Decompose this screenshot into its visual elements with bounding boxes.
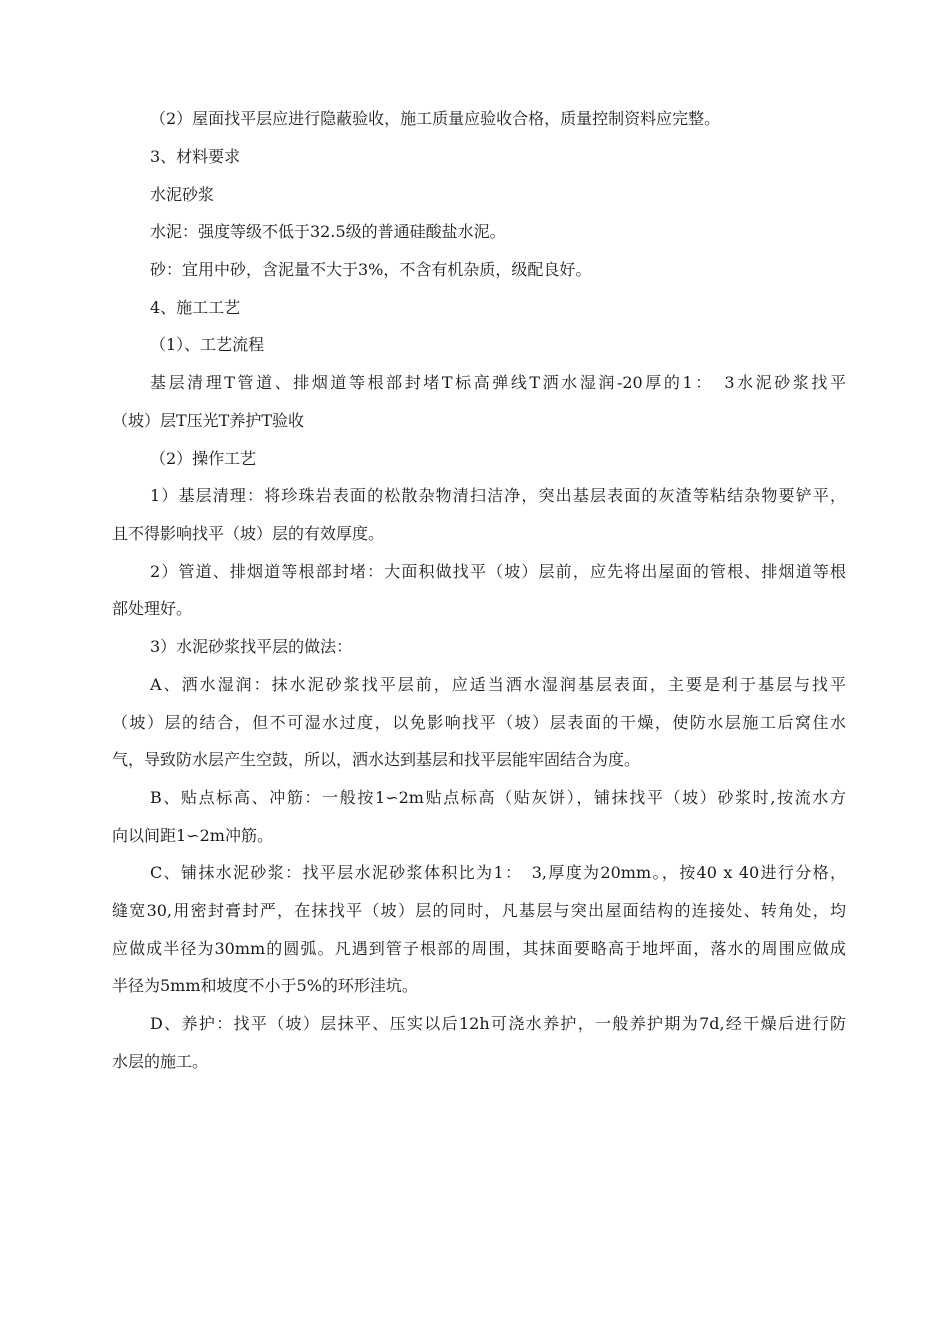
paragraph-process-flow-line-2: （坡）层T压光T养护T验收 <box>112 411 305 430</box>
heading-construction-process: 4、施工工艺 <box>150 298 241 317</box>
heading-process-flow: （1）、工艺流程 <box>150 335 265 354</box>
paragraph-wetting-line-2: （坡）层的结合，但不可湿水过度，以免影响找平（坡）层表面的干燥，使防水层施工后窝住水 <box>112 713 846 732</box>
paragraph-elevation-points-line-1: B、贴点标高、冲筋：一般按1∽2m贴点标高（贴灰饼），铺抹找平（坡）砂浆时,按流水方 <box>150 788 846 807</box>
heading-mortar-leveling-method: 3）水泥砂浆找平层的做法： <box>150 637 353 656</box>
paragraph-leveling-acceptance: （2）屋面找平层应进行隐蔽验收，施工质量应验收合格，质量控制资料应完整。 <box>150 109 721 128</box>
paragraph-curing-line-1: D、养护：找平（坡）层抹平、压实以后12h可浇水养护，一般养护期为7d,经干燥后进行防 <box>150 1014 846 1033</box>
heading-operation-process: （2）操作工艺 <box>150 449 257 468</box>
paragraph-mortar-spreading-line-1: C、铺抹水泥砂浆：找平层水泥砂浆体积比为1： 3,厚度为20mm。，按40 x 40进行分格， <box>150 863 846 882</box>
subheading-cement-mortar: 水泥砂浆 <box>150 185 215 204</box>
paragraph-curing-line-2: 水层的施工。 <box>112 1052 209 1071</box>
paragraph-mortar-spreading-line-3: 应做成半径为30mm的圆弧。凡遇到管子根部的周围，其抹面要略高于地坪面，落水的周围应做成 <box>112 939 846 958</box>
paragraph-wetting-line-1: A、洒水湿润：抹水泥砂浆找平层前，应适当洒水湿润基层表面，主要是利于基层与找平 <box>150 675 846 694</box>
paragraph-cement: 水泥：强度等级不低于32.5级的普通硅酸盐水泥。 <box>150 222 506 241</box>
heading-material-requirements: 3、材料要求 <box>150 147 241 166</box>
paragraph-wetting-line-3: 气，导致防水层产生空鼓，所以，洒水达到基层和找平层能牢固结合为度。 <box>112 750 641 769</box>
paragraph-pipe-sealing-line-1: 2）管道、排烟道等根部封堵：大面积做找平（坡）层前，应先将出屋面的管根、排烟道等根 <box>150 562 846 581</box>
paragraph-process-flow-line-1: 基层清理T管道、排烟道等根部封堵T标高弹线T洒水湿润-20厚的1： 3水泥砂浆找平 <box>150 373 846 392</box>
paragraph-base-cleaning-line-1: 1）基层清理：将珍珠岩表面的松散杂物清扫洁净，突出基层表面的灰渣等粘结杂物要铲平， <box>150 486 846 505</box>
paragraph-mortar-spreading-line-2: 缝宽30,用密封膏封严，在抹找平（坡）层的同时，凡基层与突出屋面结构的连接处、转角处，均 <box>112 901 846 920</box>
paragraph-base-cleaning-line-2: 且不得影响找平（坡）层的有效厚度。 <box>112 524 385 543</box>
paragraph-elevation-points-line-2: 向以间距1∽2m冲筋。 <box>112 826 273 845</box>
paragraph-mortar-spreading-line-4: 半径为5mm和坡度不小于5%的环形洼坑。 <box>112 976 418 995</box>
paragraph-pipe-sealing-line-2: 部处理好。 <box>112 599 193 618</box>
paragraph-sand: 砂：宜用中砂，含泥量不大于3%，不含有机杂质，级配良好。 <box>150 260 592 279</box>
